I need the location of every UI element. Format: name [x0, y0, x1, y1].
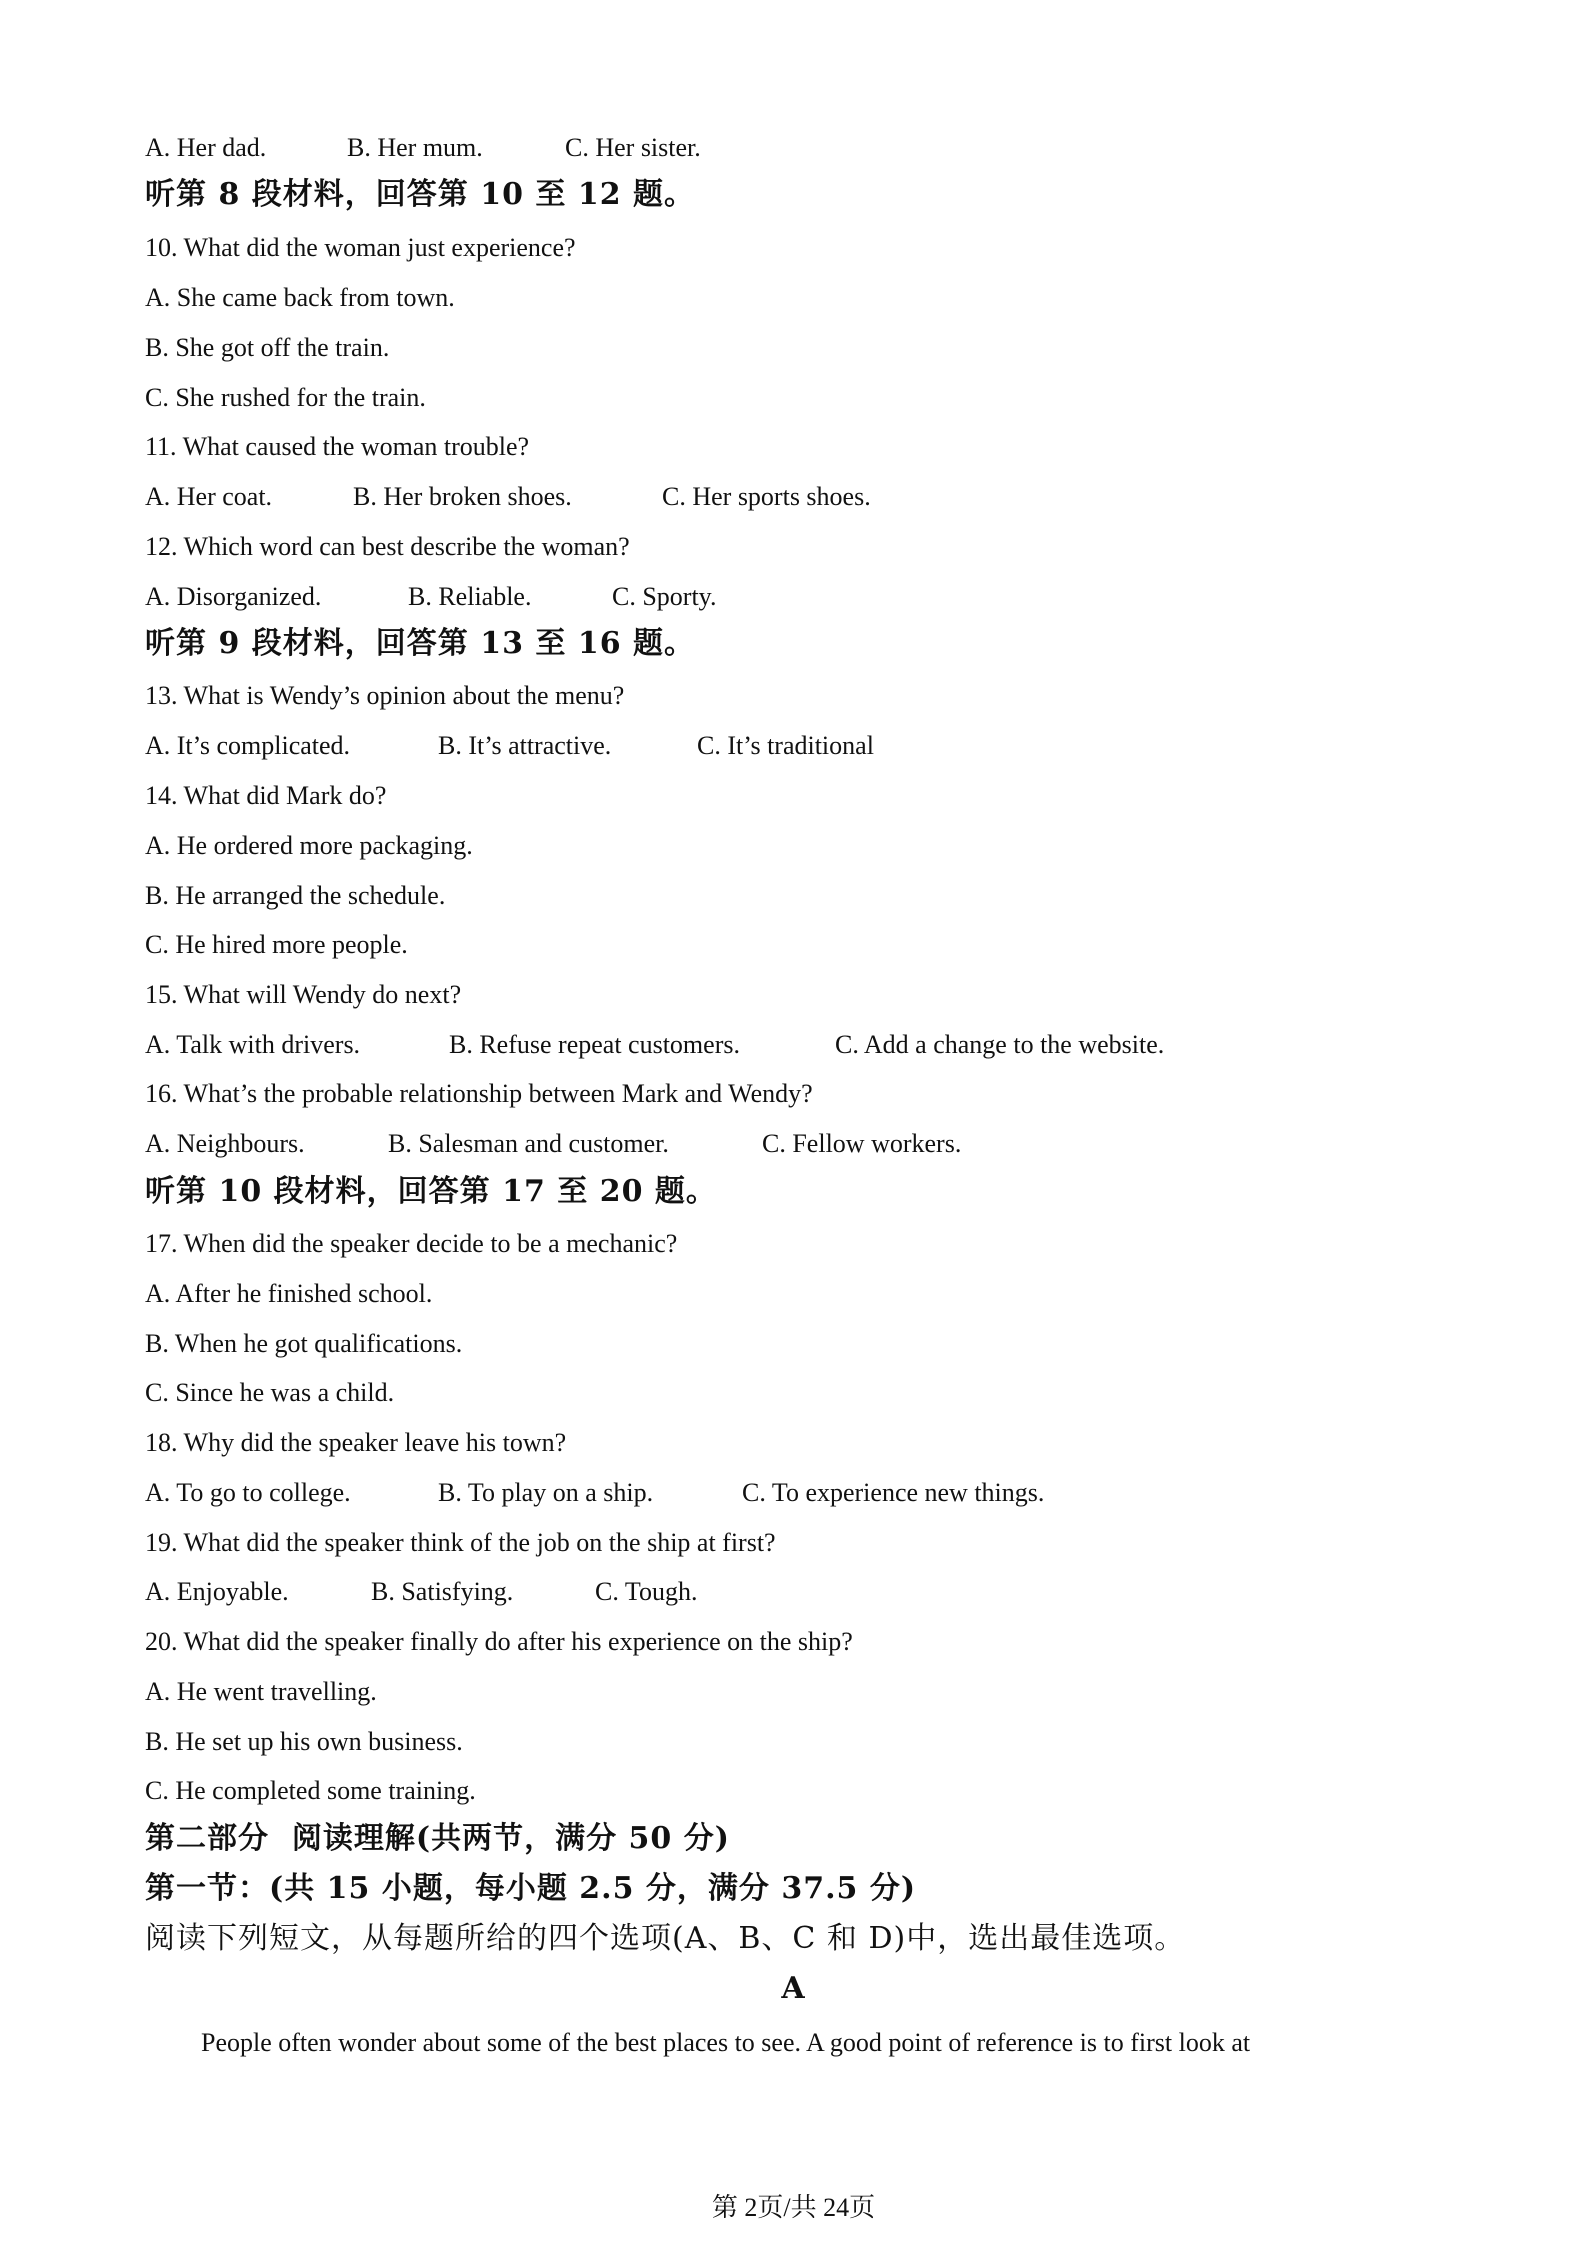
section-one-heading: 第一节：(共 15 小题，每小题 2.5 分，满分 37.5 分) — [145, 1871, 917, 1906]
question-13-option-a: A. It’s complicated. — [145, 731, 351, 760]
question-11-option-b: B. Her broken shoes. — [353, 482, 572, 511]
option-c: C. Her sister. — [565, 133, 701, 162]
question-20-option-b: B. He set up his own business. — [145, 1727, 463, 1756]
question-10-option-c: C. She rushed for the train. — [145, 383, 426, 412]
question-16-option-b: B. Salesman and customer. — [388, 1129, 669, 1158]
question-18: 18. Why did the speaker leave his town? — [145, 1428, 567, 1457]
part-two-heading: 第二部分 阅读理解(共两节，满分 50 分) — [145, 1821, 730, 1856]
section-heading-9: 听第 9 段材料，回答第 13 至 16 题。 — [145, 626, 696, 661]
question-11: 11. What caused the woman trouble? — [145, 432, 530, 461]
question-18-option-c: C. To experience new things. — [742, 1478, 1045, 1507]
question-12-option-b: B. Reliable. — [408, 582, 532, 611]
question-13: 13. What is Wendy’s opinion about the menu? — [145, 681, 625, 710]
question-18-option-a: A. To go to college. — [145, 1478, 351, 1507]
option-b: B. Her mum. — [347, 133, 483, 162]
question-17-option-c: C. Since he was a child. — [145, 1378, 395, 1407]
question-17-option-b: B. When he got qualifications. — [145, 1329, 463, 1358]
question-11-option-a: A. Her coat. — [145, 482, 273, 511]
question-10-option-a: A. She came back from town. — [145, 283, 455, 312]
question-20: 20. What did the speaker finally do after his experience on the ship? — [145, 1627, 853, 1656]
page-number: 第 2页/共 24页 — [711, 2193, 876, 2222]
question-11-option-c: C. Her sports shoes. — [662, 482, 871, 511]
question-12-option-c: C. Sporty. — [612, 582, 717, 611]
option-a: A. Her dad. — [145, 133, 267, 162]
question-10-option-b: B. She got off the train. — [145, 333, 390, 362]
question-15-option-b: B. Refuse repeat customers. — [449, 1030, 740, 1059]
question-15-option-c: C. Add a change to the website. — [835, 1030, 1165, 1059]
question-15: 15. What will Wendy do next? — [145, 980, 462, 1009]
question-16-option-a: A. Neighbours. — [145, 1129, 305, 1158]
question-16: 16. What’s the probable relationship between Mark and Wendy? — [145, 1079, 813, 1108]
question-12: 12. Which word can best describe the woman? — [145, 532, 630, 561]
question-19: 19. What did the speaker think of the job on the ship at first? — [145, 1528, 776, 1557]
question-17: 17. When did the speaker decide to be a mechanic? — [145, 1229, 678, 1258]
question-15-option-a: A. Talk with drivers. — [145, 1030, 361, 1059]
question-14-option-c: C. He hired more people. — [145, 930, 408, 959]
question-19-option-c: C. Tough. — [595, 1577, 698, 1606]
question-18-option-b: B. To play on a ship. — [438, 1478, 654, 1507]
question-14-option-a: A. He ordered more packaging. — [145, 831, 473, 860]
question-20-option-a: A. He went travelling. — [145, 1677, 377, 1706]
question-13-option-b: B. It’s attractive. — [438, 731, 612, 760]
section-heading-8: 听第 8 段材料，回答第 10 至 12 题。 — [145, 177, 696, 212]
question-13-option-c: C. It’s traditional — [697, 731, 874, 760]
question-19-option-b: B. Satisfying. — [371, 1577, 514, 1606]
passage-text: People often wonder about some of the best places to see. A good point of reference is to first look at — [201, 2028, 1251, 2057]
question-17-option-a: A. After he finished school. — [145, 1279, 433, 1308]
question-14: 14. What did Mark do? — [145, 781, 387, 810]
question-10: 10. What did the woman just experience? — [145, 233, 576, 262]
instructions: 阅读下列短文，从每题所给的四个选项(A、B、C 和 D)中，选出最佳选项。 — [145, 1921, 1186, 1956]
question-19-option-a: A. Enjoyable. — [145, 1577, 289, 1606]
question-14-option-b: B. He arranged the schedule. — [145, 881, 446, 910]
passage-label: A — [781, 1971, 806, 2006]
question-20-option-c: C. He completed some training. — [145, 1776, 476, 1805]
question-16-option-c: C. Fellow workers. — [762, 1129, 962, 1158]
question-12-option-a: A. Disorganized. — [145, 582, 322, 611]
section-heading-10: 听第 10 段材料，回答第 17 至 20 题。 — [145, 1174, 717, 1209]
